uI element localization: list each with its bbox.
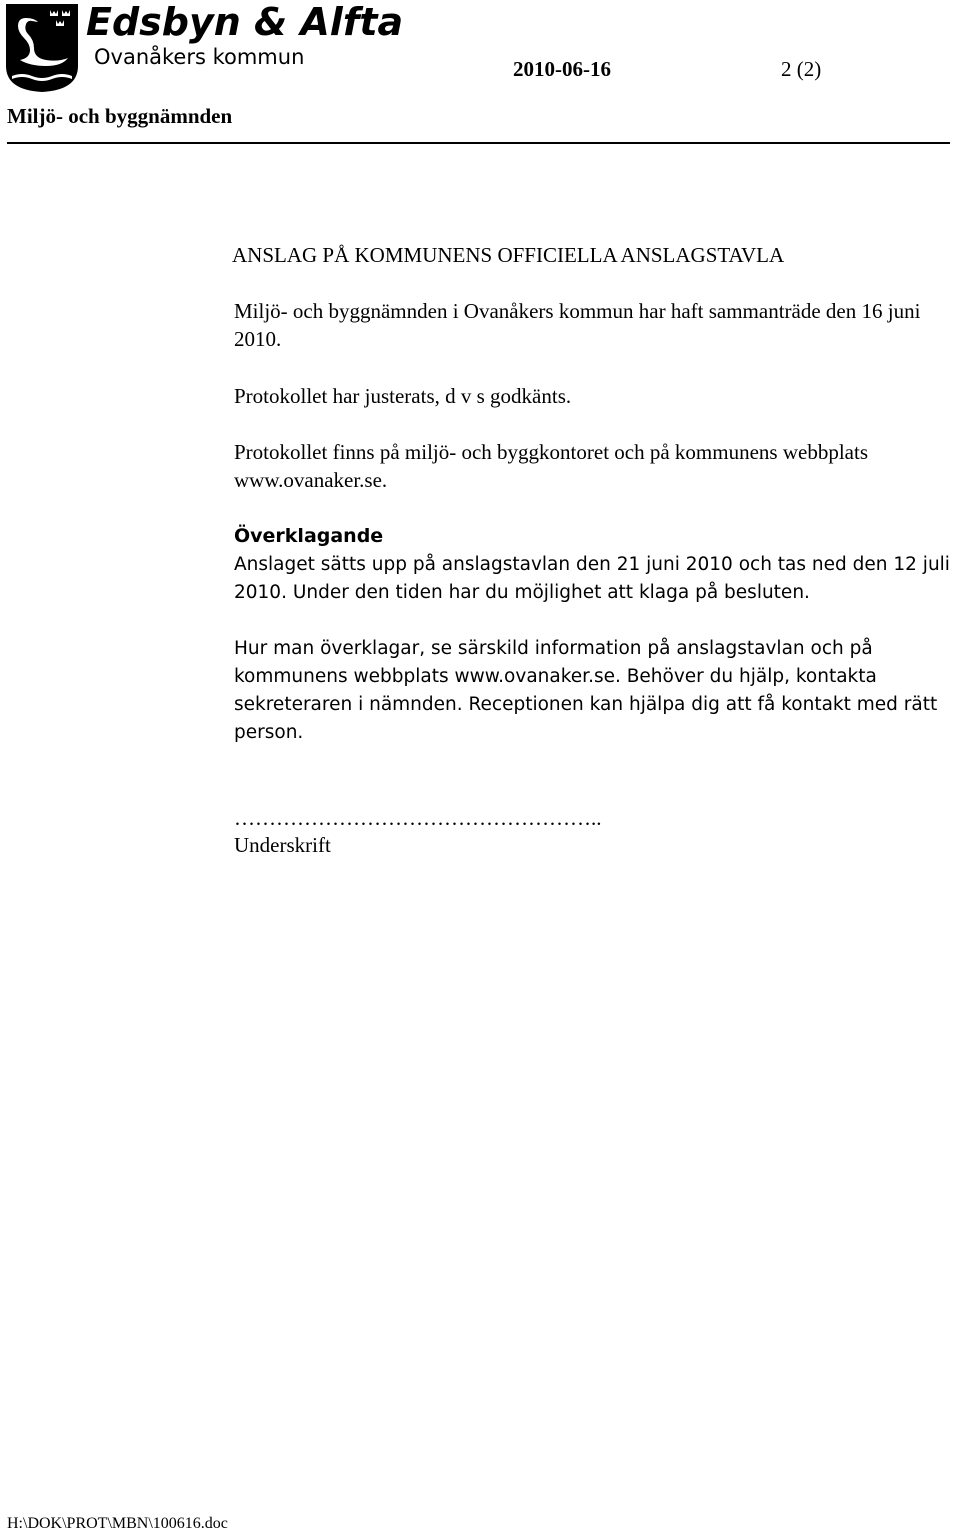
appeal-instructions-paragraph: Hur man överklagar, se särskild information på anslagstavlan och på kommunens webbplats www.ovanaker.se. Behöver du hjälp, kontakta sekreteraren i nämnden. Receptionen kan hjälpa dig att få kontakt med rätt person. [234,638,938,743]
meeting-paragraph: Miljö- och byggnämnden i Ovanåkers kommun har haft sammanträde den 16 juni 2010. [234,299,921,351]
document-date: 2010-06-16 [513,57,611,81]
header-divider [7,142,950,144]
appeal-period-paragraph: Anslaget sätts upp på anslagstavlan den 21 juni 2010 och tas ned den 12 juli 2010. Under den tiden har du möjlighet att klaga på besluten. [234,554,950,603]
logo-wordmark: Edsbyn & Alfta [86,0,404,44]
document-title: ANSLAG PÅ KOMMUNENS OFFICIELLA ANSLAGSTAVLA [232,243,785,267]
approval-paragraph: Protokollet har justerats, d v s godkänts. [234,384,572,408]
availability-paragraph: Protokollet finns på miljö- och byggkontoret och på kommunens webbplats www.ovanaker.se. [234,440,868,492]
logo-municipality: Ovanåkers kommun [94,45,305,69]
appeal-heading: Överklagande [234,525,384,547]
signature-label: Underskrift [234,833,331,857]
swan-crowns-emblem-icon [4,2,80,94]
department-name: Miljö- och byggnämnden [7,104,233,128]
signature-line: …………………………………………….. [234,806,602,830]
page-number: 2 (2) [781,57,822,81]
file-path: H:\DOK\PROT\MBN\100616.doc [7,1515,228,1532]
